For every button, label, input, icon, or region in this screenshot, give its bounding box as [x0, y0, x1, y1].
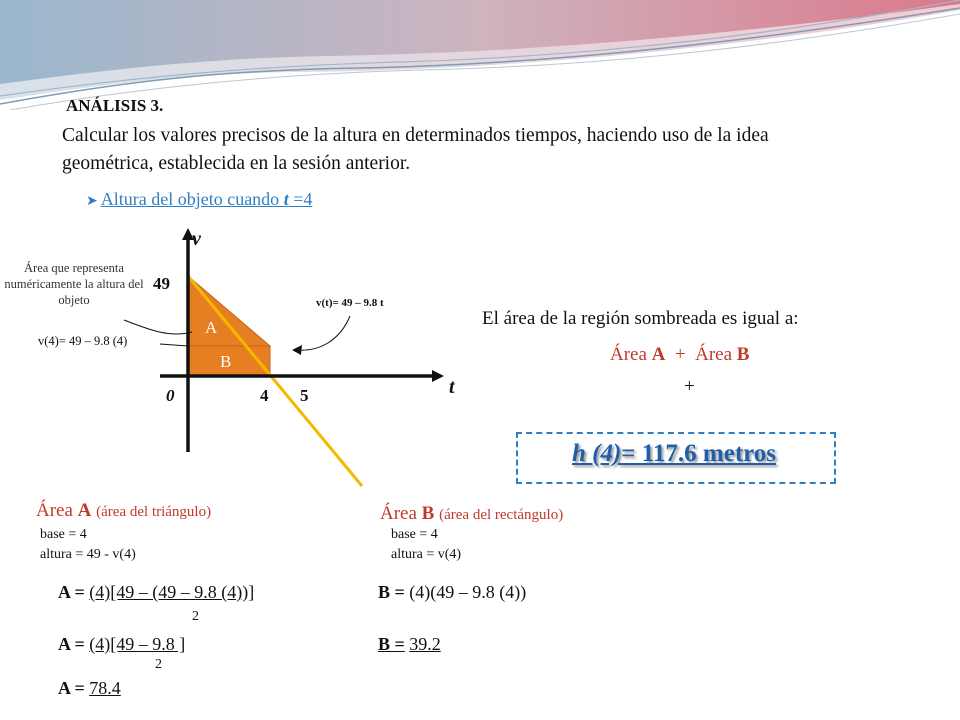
region-statement: El área de la región sombreada es igual a: [482, 308, 799, 329]
vt-label: v(t)= 49 – 9.8 t [316, 297, 384, 309]
region-b-label: B [220, 352, 232, 371]
v-axis-label: v [192, 228, 201, 250]
area-a-heading: Área A (área del triángulo) [36, 500, 212, 521]
bullet-value: =4 [293, 189, 313, 209]
t-axis-label: t [449, 376, 455, 398]
region-a-label: A [205, 318, 218, 337]
tick-5: 5 [300, 386, 309, 405]
area-sum: Área A + Área B [610, 344, 750, 365]
area-a-eq2-den: 2 [155, 657, 162, 672]
region-a-triangle [188, 276, 270, 346]
bullet-var: t [283, 189, 289, 209]
v4-label: v(4)= 49 – 9.8 (4) [38, 334, 128, 348]
section-title: ANÁLISIS 3. [66, 96, 164, 115]
area-a-result: A = 78.4 [58, 678, 121, 698]
area-b-result: B = 39.2 [378, 634, 441, 654]
t-axis-arrow [432, 370, 444, 382]
area-a-base: base = 4 [40, 527, 87, 542]
area-a-eq2: A = (4)[49 – 9.8 ] [58, 634, 186, 654]
result-height: h (4)= 117.6 metros [571, 440, 777, 467]
vt-callout-arrow [292, 345, 302, 355]
v4-callout-line [160, 344, 188, 346]
area-note: Área que representa numéricamente la altura del objeto [4, 261, 144, 307]
area-a-height: altura = 49 - v(4) [40, 547, 136, 562]
area-b-base: base = 4 [391, 527, 438, 542]
area-b-eq1: B = (4)(49 – 9.8 (4)) [378, 582, 527, 602]
tick-4: 4 [260, 386, 269, 405]
plus-sign: + [684, 376, 695, 397]
area-a-eq1-den: 2 [192, 609, 199, 624]
vt-callout-curve [296, 316, 350, 350]
area-b-heading: Área B (área del rectángulo) [380, 503, 564, 524]
area-b-height: altura = v(4) [391, 547, 462, 562]
tick-49: 49 [153, 274, 170, 293]
area-a-eq1: A = (4)[49 – (49 – 9.8 (4))] [58, 582, 255, 602]
intro-paragraph: Calcular los valores precisos de la altura en determinados tiempos, haciendo uso de la idea geométrica, establecida en la sesión anterior. [62, 125, 769, 174]
note-callout-curve [124, 320, 192, 334]
arrow-bullet-icon: ➤ [86, 194, 98, 209]
bullet-text: Altura del objeto cuando [100, 189, 280, 209]
tick-0: 0 [166, 386, 175, 405]
